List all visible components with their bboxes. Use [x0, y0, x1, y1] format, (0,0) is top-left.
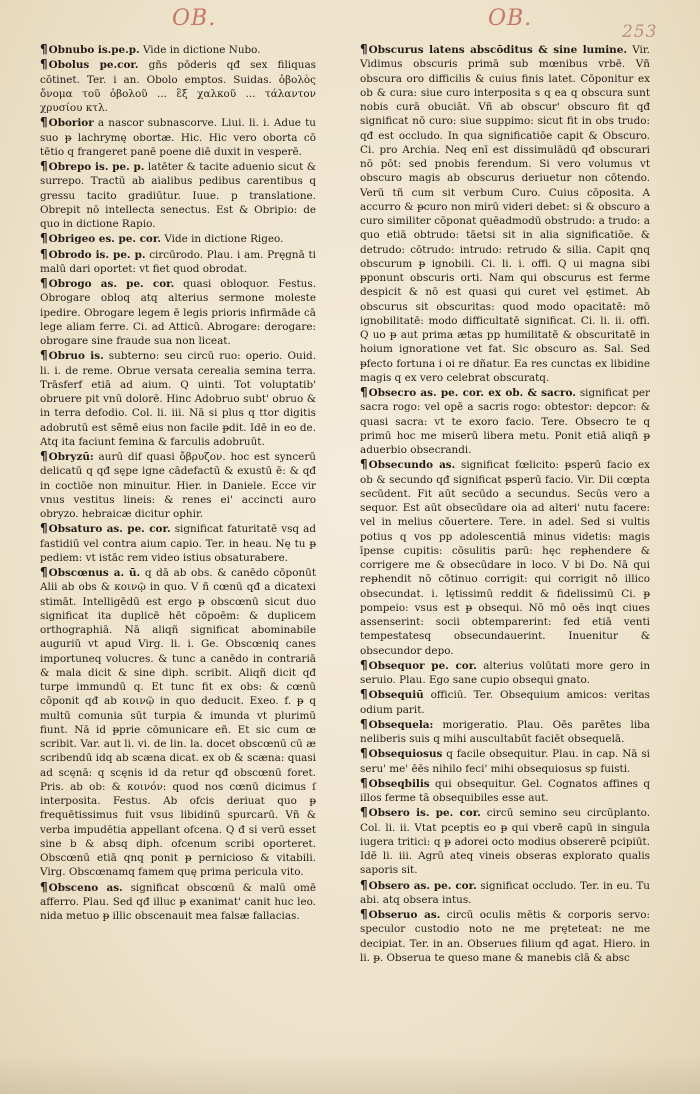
- entry-text: significat occludo. Ter. in eu. Tu abi. atq obsera intus.: [360, 879, 650, 906]
- page-edge-shadow: [0, 1054, 700, 1094]
- entry-headword: Obsequela:: [368, 718, 434, 731]
- entry-headword: Obolus pe.cor.: [48, 59, 139, 72]
- dictionary-entry: [40, 276, 316, 348]
- folio-heading-right: OB.: [488, 6, 533, 31]
- paragraph-mark-icon: ¶: [360, 746, 368, 761]
- dictionary-entry: [40, 449, 316, 521]
- paragraph-mark-icon: ¶: [40, 879, 48, 894]
- dictionary-entry: [40, 247, 316, 277]
- paragraph-mark-icon: ¶: [360, 42, 368, 56]
- paragraph-mark-icon: ¶: [40, 246, 48, 261]
- entry-text: circū oculis mētis & corporis servo: speculor custodio noto ne me pręteteat: ne me decipiat. Ter. in an. Obserues filium qđ agat. Hiero. in li. ᵽ. Obserua te queso mane & manebis clā & absc: [360, 909, 650, 964]
- dictionary-entry: [360, 385, 650, 457]
- dictionary-entry: [360, 878, 650, 908]
- entry-text: alterius volūtati more gero in seruio. Plau. Ego sane cupio obsequi gnato.: [360, 659, 651, 686]
- dictionary-entry: [360, 457, 650, 658]
- entry-text: circū semino seu circūplanto. Col. li. ii. Vtat pceptis eo ᵽ qui vberē capū in singula iugera tritici: q ᵽ adorei octo modius obsererē pcipiūt. Idē li. iii. Agrū ateq vineis obseras explorato qualis saporis sit.: [360, 807, 650, 877]
- entry-headword: Obseruo as.: [368, 909, 441, 921]
- dictionary-entry: [360, 746, 650, 776]
- entry-headword: Obruo is.: [48, 350, 104, 363]
- dictionary-entry: [360, 907, 650, 965]
- folio-heading-left: OB.: [172, 6, 217, 31]
- folio-number: 253: [622, 22, 658, 42]
- paragraph-mark-icon: ¶: [360, 657, 368, 672]
- dictionary-entry: [360, 687, 650, 717]
- entry-headword: Obsequor pe. cor.: [368, 659, 477, 672]
- paragraph-mark-icon: ¶: [360, 457, 368, 472]
- entry-headword: Obscœnus a. ū.: [48, 567, 141, 579]
- paragraph-mark-icon: ¶: [360, 716, 368, 731]
- entry-headword: Obsecundo as.: [368, 459, 456, 472]
- entry-headword: Obsceno as.: [48, 881, 123, 894]
- entry-headword: Obsero as. pe. cor.: [368, 879, 477, 892]
- entry-headword: Obrodo is. pe. p.: [48, 248, 146, 261]
- paragraph-mark-icon: ¶: [40, 449, 48, 463]
- dictionary-entry: [40, 57, 316, 115]
- entry-headword: Obnubo is.pe.p.: [48, 44, 140, 56]
- paragraph-mark-icon: ¶: [40, 565, 48, 579]
- entry-headword: Obsequiosus: [368, 748, 443, 761]
- paragraph-mark-icon: ¶: [40, 115, 48, 130]
- entry-text: gñs pōderis qđ sex filiquas cōtinet. Ter. i an. Obolo emptos. Suidas. ὀβολὸς ὄνομα τοῦ ὀβολοῦ ... ἓξ χαλκοῦ ... τάλαντον χρυσίου κτλ.: [40, 59, 316, 114]
- entry-headword: Obseqbilis: [368, 777, 430, 790]
- dictionary-entry: [40, 880, 316, 924]
- entry-text: q dā ab obs. & canēdo cōponūt Alii ab obs & κοινῷ in quo. V ñ cœnū qđ a dicatexi stimāt. Intelligēdū est ergo ᵽ obscœnū sicut duo significat ita duplicē hēt cōpoēm: & duplicem orthographiā. Nā aliqñ significat abominabile auguriū vt apud Virg. li. i. Ge. Obscœniq canes importuneq volucres. & tunc a canēdo in contrariā & mala dicit & sine diph. scribit. Aliqñ dicit qđ turpe immundū q. Et tunc fit ex obs: & cœnū cōponit qđ ab κοινῷ in quo deducit. Exeo. f. ᵽ q multū comunia sūt turpia & imunda vt plurimū fiunt. Nā id ᵽprie cōmunicare eñ. Et sic cum œ scribit. Var. aut li. vi. de lin. la. docet obscœnū cū æ scribendū idq ab scæna dicat. ex ob & scæna: quasi ad scęnā: q scęnis id da retur qđ obscœnū foret. Pris. ab ob: & κοινόν: quod nos cœnū dicimus ſ interposita. Festus. Ab ofcis deriuat quo ᵽ frequētissimus fuit vsus libidinū spurcarū. Vñ & verba impudētia appellant ofcena. Q đ si verū esset sine b & absq diph. ofcenum scribi oporteret. Obscœnū etiā qnq ponit ᵽ pernicioso & vitabili. Virg. Obscœnamq famem quę prima pericula vito.: [40, 567, 317, 879]
- entry-text: subterno: seu circū ruo: operio. Ouid. li. i. de reme. Obrue versata cerealia semina terra. Trāsferf etiā ad aium. Q uinti. Tot voluptatib' obruere pit vnū dolorē. Hinc Adobruo subt' obruo & in terra defodio. Col. li. iii. Nā si plus q ttor digitis adobrutū est sēmē eius non facile ᵽdit. Idē in eo de. Atq ita faciunt femina & farculis adobruūt.: [40, 350, 316, 448]
- dictionary-entry: [40, 231, 316, 246]
- entry-text: officiū. Ter. Obsequium amicos: veritas odium parit.: [360, 689, 650, 716]
- entry-text: Vide in dictione Nubo.: [139, 44, 261, 56]
- entry-headword: Oborior: [48, 117, 94, 130]
- dictionary-entry: [40, 348, 316, 449]
- entry-text: significat per sacra rogo: vel opē a sacris rogo: obtestor: depcor: & quasi sacra: vt te exoro facio. Tere. Obsecro te q primū hoc me miserū libera metu. Ponit etiā aliqñ ᵽ aduerbio obsecrandi.: [360, 387, 650, 456]
- entry-text: a nascor subnascorve. Liui. li. i. Adue tu suo ᵽ lachrymę obortæ. Hic. Hic vero oborta cō tētio q frangeret panē poene diē duxit in vesperē.: [40, 117, 316, 158]
- paragraph-mark-icon: ¶: [40, 276, 48, 290]
- dictionary-entry: [360, 776, 650, 806]
- entry-headword: Obscurus latens abscōditus & sine lumine.: [368, 44, 627, 56]
- paragraph-mark-icon: ¶: [360, 907, 368, 921]
- entry-text: significat obscœnū & malū omē afferro. Plau. Sed qđ illuc ᵽ exanimat' canit huc leo. nida metuo ᵽ illic obscenauit mea falsæ fallacias.: [40, 881, 317, 922]
- entry-text: circūrodo. Plau. i am. Pręgnā ti malū dari oportet: vt fiet quod obrodat.: [40, 248, 317, 275]
- paragraph-mark-icon: ¶: [360, 877, 368, 892]
- entry-text: significat faturitatē vsq ad fastidiū vel contra aium capio. Ter. in heau. Nę tu ᵽ pediem: vt istāc rem video istius obsaturabere.: [40, 523, 316, 564]
- dictionary-entry: [40, 159, 316, 231]
- dictionary-entry: [360, 717, 650, 747]
- entry-text: aurū dif quasi ὄβρυζον. hoc est syncerū delicatū q qđ sępe igne cādefactū & exustū ē: & qđ in coctiōe non minuitur. Hier. in Daniele. Ecce vir vnus vestitus lineis: & renes ei' accincti auro obryzo. hebraicæ dicitur ophir.: [40, 451, 316, 520]
- dictionary-entry: [40, 42, 316, 57]
- entry-text: latēter & tacite aduenio sicut & surrepo. Tractū ab aialibus pedibus carentibus q gressu tacito gradiūtur. Iuue. p translatione. Obrepit nō intellecta senectus. Est & Obripio: de quo in dictione Rapio.: [40, 161, 316, 230]
- entry-headword: Obrogo as. pe. cor.: [48, 278, 175, 290]
- entry-text: quasi obloquor. Festus. Obrogare obloq atq alterius sermone moleste ipedire. Obrogare legem ē legis prioris infirmāde cā lege aliam ferre. Ci. ad Atticū. Abrogare: derogare: obrogare sine fraude sua non liceat.: [40, 278, 316, 347]
- paragraph-mark-icon: ¶: [40, 231, 48, 246]
- paragraph-mark-icon: ¶: [360, 805, 368, 820]
- paragraph-mark-icon: ¶: [360, 385, 368, 399]
- entry-text: q facile obsequitur. Plau. in cap. Nā si seru' me' ēēs nihilo feci' mihi obsequiosus sp fuisti.: [360, 748, 650, 775]
- entry-headword: Obrepo is. pe. p.: [48, 161, 145, 173]
- dictionary-entry: [40, 521, 316, 565]
- paragraph-mark-icon: ¶: [40, 348, 48, 363]
- entry-text: Vir. Vidimus obscuris primā sub mœnibus vrbē. Vñ obscura oro difficilis & cuius finis latet. Cōponitur ex ob & cura: siue curo interposita s q ea q obscura sunt nobis curā obuciāt. Vñ ab obscur' obscuro fit qđ significat nō curo: siue suppimo: sicut fit in obs trudo: qđ est occludo. In qua significatiōe capit & Obscuro. Ci. pro Archia. Neq enī est dissimulādū qđ obscurari nō pōt: sed pnobis ferendum. Si vero volumus vt obscuro magis ab obscurus deriuetur non cōtendo. Verū tñ cum sit verbum Curo. Cuius cōposita. A accurro & ᵽcuro non mirū videri debet: si & obscuro a curo similiter cōponat quēadmodū obstrudo: a trudo: a quo etiā obtrudo: tāetsi sit in alia significatiōe. & detrudo: cōtrudo: intrudo: retrudo & silia. Capit qnq obscurum ᵽ ignobili. Ci. li. i. offi. Q ui magna sibi ᵽponunt obscuris orti. Nam qui obscurus est ferme despicit & nō est quasi qui curet vel ęstimet. Ab obscurus sit obscuritas: quod modo opacitatē: mō ignobilitatē: modo difficultatē significat. Ci. li. ii. offi. Q uo ᵽ aut prima ætas pp humilitatē & obscuritatē in hoium ignoratione vet fat. Sic obscuro as. Sal. Sed ᵽfecto fortuna i oi re dñatur. Ea res cunctas ex libidine magis q ex vero celebrat obscuratq.: [360, 44, 650, 384]
- paragraph-mark-icon: ¶: [360, 775, 368, 790]
- paragraph-mark-icon: ¶: [40, 159, 48, 173]
- paragraph-mark-icon: ¶: [40, 57, 48, 72]
- text-column-left: [40, 42, 316, 923]
- dictionary-entry: [360, 42, 650, 385]
- dictionary-entry: [40, 115, 316, 159]
- dictionary-entry: [40, 565, 316, 880]
- entry-headword: Obsero is. pe. cor.: [368, 807, 481, 820]
- dictionary-entry: [360, 658, 650, 688]
- entry-headword: Obrigeo es. pe. cor.: [48, 233, 162, 246]
- text-column-right: [360, 42, 650, 965]
- entry-headword: Obryzū:: [48, 451, 94, 463]
- dictionary-entry: [360, 805, 650, 877]
- entry-text: Vide in dictione Rigeo.: [161, 233, 284, 246]
- entry-headword: Obsaturo as. pe. cor.: [48, 523, 171, 536]
- paragraph-mark-icon: ¶: [360, 687, 368, 702]
- entry-text: qui obsequitur. Gel. Cognatos affines q illos ferme tā obsequibiles esse aut.: [360, 777, 650, 804]
- entry-headword: Obsecro as. pe. cor. ex ob. & sacro.: [368, 387, 576, 399]
- entry-text: morigeratio. Plau. Oēs parētes liba neliberis suis q mihi auscultabūt faciēt obsequelā.: [360, 718, 650, 745]
- entry-headword: Obsequiū: [368, 689, 424, 702]
- paragraph-mark-icon: ¶: [40, 42, 48, 56]
- paragraph-mark-icon: ¶: [40, 521, 48, 536]
- entry-text: significat fœlicito: ᵽsperū facio ex ob & secundo qđ significat ᵽsperū facio. Vir. Dii cœpta secūdent. Fit aūt secūdo a secundus. Secūs vero a sequor. Est aūt obsecūdare oia ad alteri' nutu facere: vel in melius cōuertere. Tere. in adel. Sed si vultis potius q vos pp adolescentiā minus videtis: magis īpense cupitis: cōsulitis parū: hęc reᵽhendere & corrigere me & obsecūdare in loco. V bi Do. Nā qui reᵽhendit nō cōtinuo corrigit: qui corrigit nō illico obsecundat. i. lętissimū reddit & fidelissimū Ci. ᵽ pompeio: vsus est ᵽ obsequi. Nō mō oēs inqt ciues assenserint: socii obtemparerint: fed etiā venti tempestatesq obsecundauerint. Inuenitur & obsecundor depo.: [360, 459, 650, 657]
